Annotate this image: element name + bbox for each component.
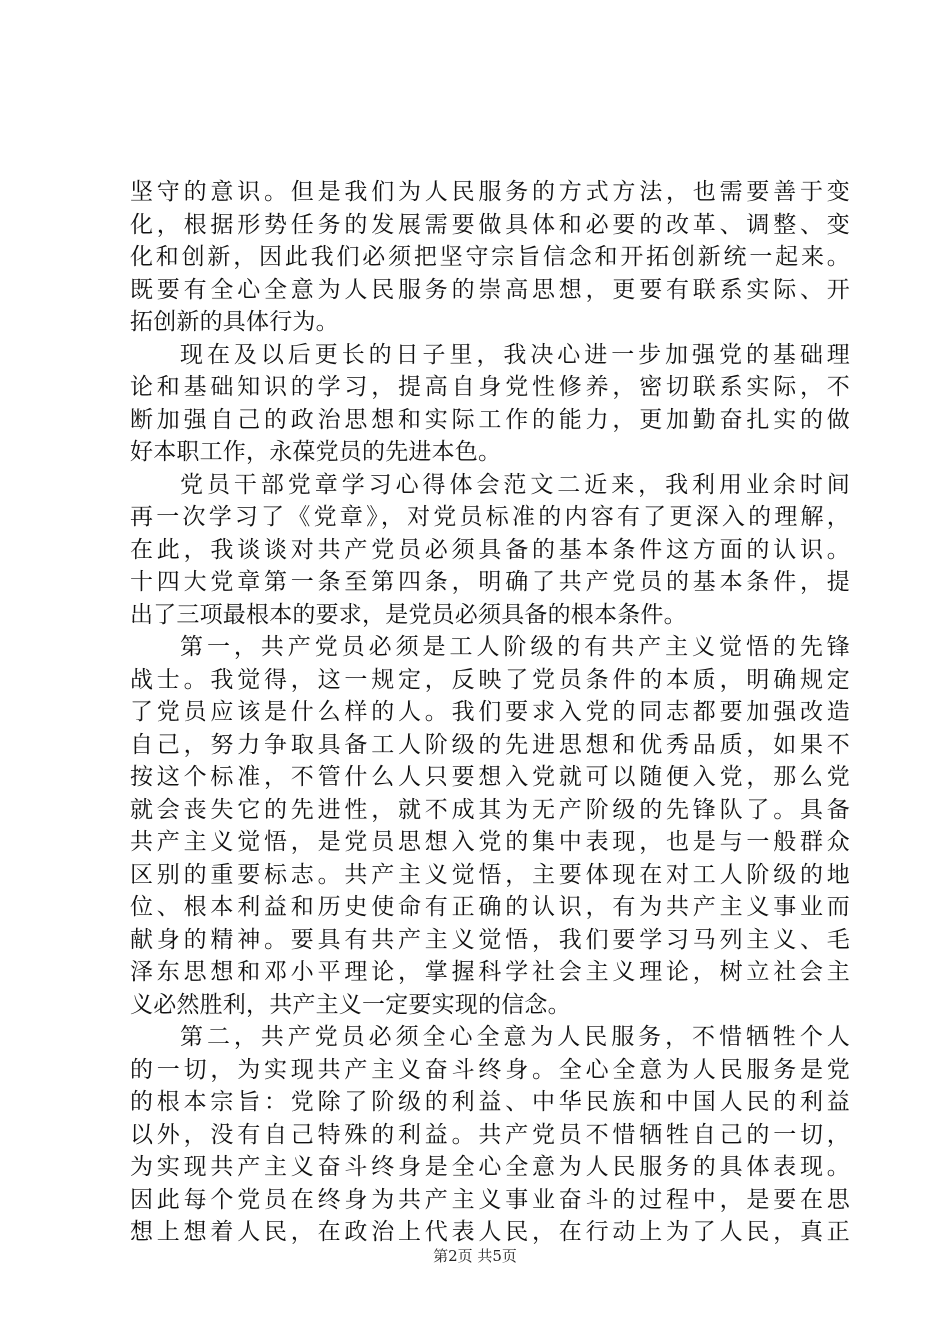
text-line: 第二，共产党员必须全心全意为人民服务，不惜牺牲个人 — [180, 1024, 850, 1050]
text-line: 共产主义觉悟，是党员思想入党的集中表现，也是与一般群众 — [130, 829, 850, 855]
document-body — [130, 176, 850, 1249]
text-line: 区别的重要标志。共产主义觉悟，主要体现在对工人阶级的地 — [130, 861, 850, 888]
text-line: 十四大党章第一条至第四条，明确了共产党员的基本条件，提 — [130, 569, 850, 595]
text-line: 为实现共产主义奋斗终身是全心全意为人民服务的具体表现。 — [130, 1154, 850, 1180]
text-line: 第一，共产党员必须是工人阶级的有共产主义觉悟的先锋 — [180, 634, 850, 660]
text-line: 断加强自己的政治思想和实际工作的能力，更加勤奋扎实的做 — [130, 406, 850, 433]
text-line: 义必然胜利，共产主义一定要实现的信念。 — [130, 991, 571, 1018]
text-line: 了党员应该是什么样的人。我们要求入党的同志都要加强改造 — [130, 699, 850, 725]
text-line: 现在及以后更长的日子里，我决心进一步加强党的基础理 — [180, 341, 850, 368]
text-line: 位、根本利益和历史使命有正确的认识，有为共产主义事业而 — [130, 894, 850, 920]
text-line: 自己，努力争取具备工人阶级的先进思想和优秀品质，如果不 — [130, 731, 850, 758]
text-line: 既要有全心全意为人民服务的崇高思想，更要有联系实际、开 — [130, 276, 850, 303]
text-line: 以外，没有自己特殊的利益。共产党员不惜牺牲自己的一切， — [130, 1121, 850, 1148]
text-line: 党员干部党章学习心得体会范文二近来，我利用业余时间 — [180, 471, 850, 498]
text-line: 化和创新，因此我们必须把坚守宗旨信念和开拓创新统一起来。 — [130, 244, 850, 270]
text-line: 按这个标准，不管什么人只要想入党就可以随便入党，那么党 — [130, 764, 850, 790]
text-line: 出了三项最根本的要求，是党员必须具备的根本条件。 — [130, 601, 687, 628]
text-line: 坚守的意识。但是我们为人民服务的方式方法，也需要善于变 — [130, 179, 850, 205]
text-line: 论和基础知识的学习，提高自身党性修养，密切联系实际，不 — [130, 374, 850, 400]
text-line: 战士。我觉得，这一规定，反映了党员条件的本质，明确规定 — [130, 666, 850, 693]
text-line: 在此，我谈谈对共产党员必须具备的基本条件这方面的认识。 — [130, 536, 850, 563]
text-line: 泽东思想和邓小平理论，掌握科学社会主义理论，树立社会主 — [130, 959, 850, 985]
text-line: 化，根据形势任务的发展需要做具体和必要的改革、调整、变 — [130, 211, 850, 238]
page-footer: 第2页 共5页 — [433, 1247, 517, 1265]
text-line: 好本职工作，永葆党员的先进本色。 — [130, 439, 502, 465]
text-line: 拓创新的具体行为。 — [130, 309, 339, 335]
text-line: 献身的精神。要具有共产主义觉悟，我们要学习马列主义、毛 — [130, 926, 850, 953]
text-line: 的一切，为实现共产主义奋斗终身。全心全意为人民服务是党 — [130, 1056, 850, 1083]
text-line: 想上想着人民，在政治上代表人民，在行动上为了人民，真正 — [130, 1219, 850, 1245]
text-line: 再一次学习了《党章》，对党员标准的内容有了更深入的理解， — [130, 504, 850, 530]
text-line: 因此每个党员在终身为共产主义事业奋斗的过程中，是要在思 — [130, 1186, 850, 1213]
text-line: 的根本宗旨：党除了阶级的利益、中华民族和中国人民的利益 — [130, 1089, 850, 1115]
text-line: 就会丧失它的先进性，就不成其为无产阶级的先锋队了。具备 — [130, 796, 850, 823]
